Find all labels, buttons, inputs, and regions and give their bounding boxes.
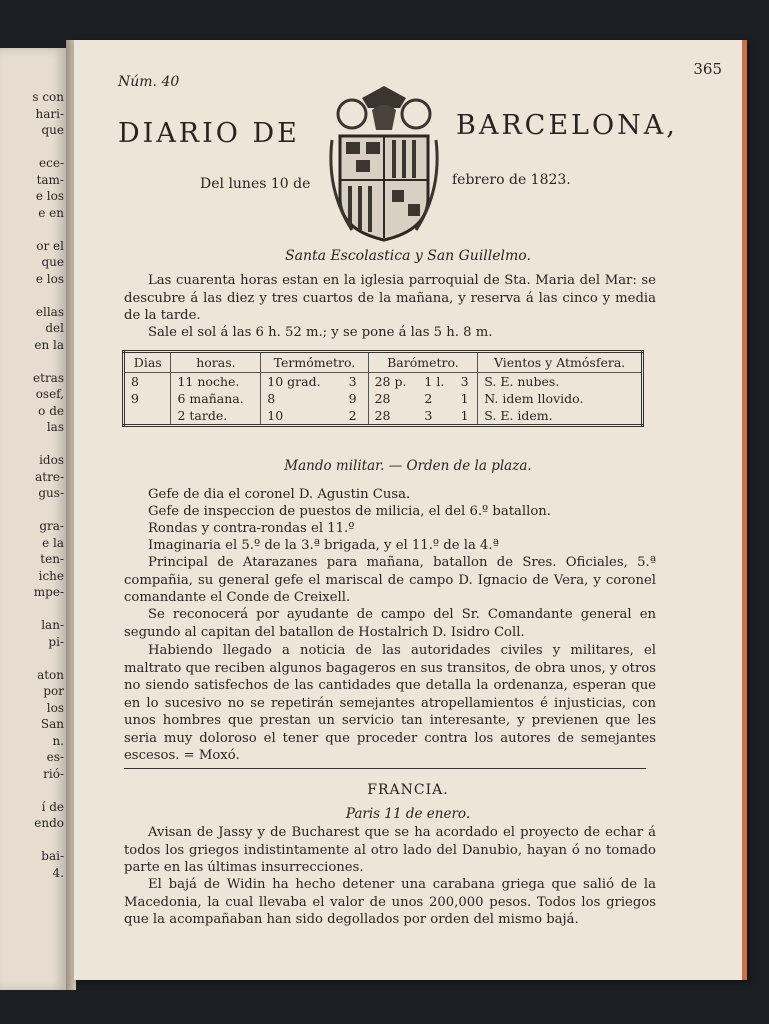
header-days: Dias	[124, 352, 171, 373]
left-page-fragment: e los	[35, 189, 64, 203]
baro-frac-cell: 1	[455, 407, 478, 426]
left-page-fragment: por	[43, 684, 64, 698]
baro-frac-cell: 1	[455, 390, 478, 407]
left-page-fragment: o de	[38, 403, 64, 418]
page-number: 365	[693, 60, 722, 78]
header-hours: horas.	[171, 352, 261, 373]
baro-cell: 28	[374, 391, 391, 406]
date-right: febrero de 1823.	[452, 172, 571, 188]
therm-frac-cell: 3	[343, 373, 368, 391]
left-page-fragment: gra-	[39, 519, 64, 533]
left-page-fragment: rió-	[43, 766, 64, 781]
military-p2: Gefe de inspeccion de puestos de milicia, el del 6.º batallon.	[148, 504, 551, 519]
left-page-fragment: que	[41, 123, 64, 137]
military-heading: Mando militar. — Orden de la plaza.	[284, 458, 532, 474]
wind-cell: N. idem llovido.	[478, 390, 643, 407]
military-p3: Rondas y contra-rondas el 11.º	[148, 521, 355, 536]
left-page-fragment: los	[46, 700, 64, 715]
left-page-fragment: ece-	[39, 156, 64, 170]
baro-cell: 28 p.	[374, 374, 407, 389]
left-page-fragment: e en	[38, 205, 64, 220]
left-page-fragment: bai-	[41, 849, 64, 863]
left-page-fragment: e la	[42, 535, 64, 550]
france-p1: Avisan de Jassy y de Bucharest que se ha acordado el proyecto de echar á todos los griegos indistintamente al otro lado del Danubio, hayan ó no tomado parte en las últimas insurrecciones.	[124, 825, 656, 875]
saints-of-day: Santa Escolastica y San Guillelmo.	[285, 248, 531, 264]
left-page-fragment: or el	[36, 238, 64, 253]
left-facing-page	[0, 48, 66, 990]
left-page-fragment: gus-	[38, 486, 64, 500]
france-dateline: Paris 11 de enero.	[345, 806, 471, 822]
baro-l-cell: 3	[424, 408, 433, 423]
issue-number: Núm. 40	[118, 74, 180, 90]
left-page-fragment: San	[40, 717, 64, 731]
left-page-fragment: 4.	[52, 865, 64, 880]
france-heading: FRANCIA.	[367, 782, 449, 798]
left-page-fragment: del	[45, 321, 64, 335]
left-page-fragment: que	[41, 255, 64, 269]
weather-row	[124, 390, 643, 407]
left-page-fragment: iche	[38, 568, 64, 583]
date-left: Del lunes 10 de	[200, 176, 311, 192]
therm-frac-cell: 2	[343, 407, 368, 426]
military-p1: Gefe de dia el coronel D. Agustin Cusa.	[148, 487, 411, 502]
left-page-fragment: e los	[35, 271, 64, 286]
baro-l-cell: 1 l.	[424, 374, 445, 389]
left-page-fragment: las	[46, 420, 64, 434]
left-page-fragment: n.	[52, 733, 64, 748]
coat-of-arms-icon	[322, 80, 446, 244]
therm-cell: 10 grad.	[267, 374, 321, 389]
wind-cell: S. E. idem.	[478, 407, 643, 426]
left-page-fragment: atre-	[35, 469, 64, 484]
left-page-fragment: tam-	[36, 172, 64, 187]
france-p2: El bajá de Widin ha hecho detener una carabana griega que salió de la Macedonia, la cual llevaba el valor de unos 200,000 pesos. Todos los griegos que la acompañaban han sido degollados por orden del mismo bajá.	[124, 877, 656, 927]
wind-cell: S. E. nubes.	[478, 373, 643, 391]
left-page-fragment: ten-	[40, 552, 64, 566]
section-divider	[124, 768, 646, 769]
sunrise-sunset: Sale el sol á las 6 h. 52 m.; y se pone á las 5 h. 8 m.	[148, 325, 493, 340]
masthead-left: DIARIO DE	[118, 118, 300, 149]
header-thermometer: Termómetro.	[261, 352, 368, 373]
day-cell: 9	[124, 390, 171, 407]
header-barometer: Barómetro.	[368, 352, 478, 373]
military-p7: Habiendo llegado a noticia de las autoridades civiles y militares, el maltrato que reciben algunos bagageros en sus transitos, de obra unos, y otros no siendo satisfechos de las cantidades que detalla la ordenanza, esperan que en lo sucesivo no se repetirán semejantes atropellamientos é injusticias, con unos hombres que prestan un servicio tan interesante, y previenen que les seria muy doloroso el tener que proceder contra los autores de semejantes escesos. = Moxó.	[124, 643, 656, 763]
therm-cell: 10	[267, 408, 284, 423]
military-p5: Principal de Atarazanes para mañana, batallon de Sres. Oficiales, 5.ª compañia, su general gefe el mariscal de campo D. Ignacio de Vera, y coronel comandante el Conde de Creixell.	[124, 555, 656, 605]
baro-l-cell: 2	[424, 391, 433, 406]
header-winds: Vientos y Atmósfera.	[478, 352, 643, 373]
hour-cell: 11 noche.	[171, 373, 261, 391]
left-page-fragment: lan-	[41, 618, 64, 632]
military-p4: Imaginaria el 5.º de la 3.ª brigada, y el 11.º de la 4.ª	[148, 538, 499, 553]
left-page-fragment: ellas	[35, 304, 64, 319]
weather-row	[124, 373, 643, 391]
left-page-fragment: etras	[33, 370, 64, 385]
baro-cell: 28	[374, 408, 391, 423]
left-page-fragment: osef,	[35, 387, 64, 401]
newspaper-page	[74, 40, 747, 980]
left-page-fragment: hari-	[35, 106, 64, 121]
left-page-fragment: en la	[34, 337, 64, 352]
therm-cell: 8	[267, 391, 276, 406]
hour-cell: 2 tarde.	[171, 407, 261, 426]
weather-table	[122, 350, 644, 427]
therm-frac-cell: 9	[343, 390, 368, 407]
left-page-fragment: pi-	[48, 634, 64, 649]
left-page-fragment: idos	[39, 453, 64, 467]
left-page-fragment: s con	[32, 90, 64, 104]
weather-row	[124, 407, 643, 426]
forty-hours-notice: Las cuarenta horas estan en la iglesia parroquial de Sta. Maria del Mar: se descubre á las diez y tres cuartos de la mañana, y reserva á las cinco y media de la tarde.	[124, 273, 656, 323]
military-p6: Se reconocerá por ayudante de campo del Sr. Comandante general en segundo al capitan del batallon de Hostalrich D. Isidro Coll.	[124, 607, 656, 640]
left-page-fragment: aton	[37, 667, 64, 682]
left-page-fragment: endo	[34, 816, 64, 830]
day-cell: 8	[124, 373, 171, 391]
day-cell	[124, 407, 171, 426]
left-page-fragment: es-	[46, 750, 64, 764]
left-page-fragment: mpe-	[33, 585, 64, 599]
hour-cell: 6 mañana.	[171, 390, 261, 407]
left-page-fragment: í de	[41, 799, 64, 814]
baro-frac-cell: 3	[455, 373, 478, 391]
masthead-right: BARCELONA,	[456, 110, 678, 141]
